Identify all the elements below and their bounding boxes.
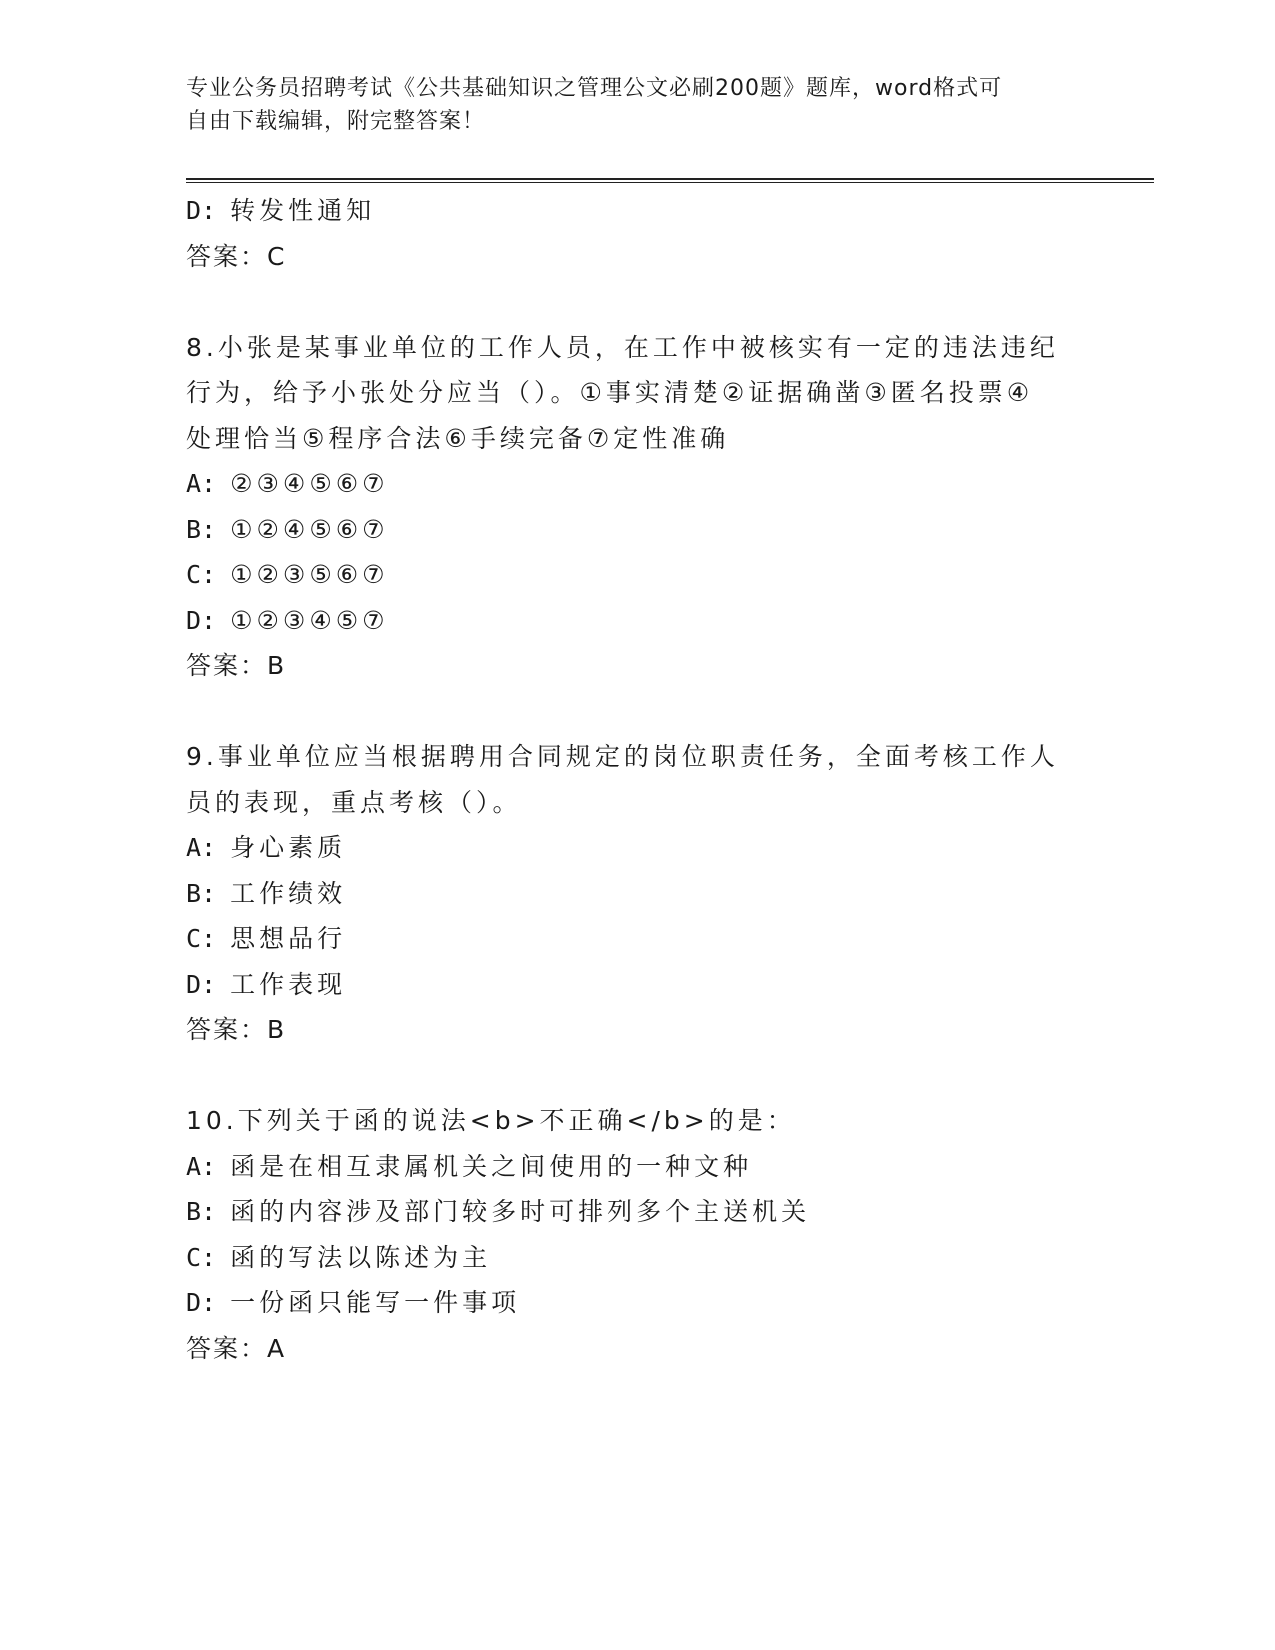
option-text: 身心素质 — [230, 833, 347, 862]
document-header — [186, 72, 1086, 138]
option-text: 函的内容涉及部门较多时可排列多个主送机关 — [230, 1197, 811, 1226]
option-label: D: — [186, 969, 217, 999]
option-d — [186, 1280, 1066, 1326]
question-10 — [186, 1098, 1066, 1371]
option-b — [186, 507, 1066, 553]
option-text: ①②③⑤⑥⑦ — [230, 560, 389, 589]
spacer — [186, 279, 1066, 325]
option-label: C: — [186, 560, 217, 589]
previous-question-tail — [186, 188, 1066, 279]
option-text: 工作绩效 — [230, 878, 347, 908]
question-text-line: 8.小张是某事业单位的工作人员，在工作中被核实有一定的违法违纪 — [186, 332, 1059, 362]
option-d — [186, 598, 1066, 644]
answer-line: 答案：A — [186, 1333, 287, 1363]
option-c — [186, 552, 1066, 598]
option-label: C: — [186, 924, 217, 953]
document-body — [186, 188, 1066, 1371]
question-8 — [186, 325, 1066, 689]
option-text: 一份函只能写一件事项 — [230, 1288, 521, 1317]
answer-line: 答案：C — [186, 241, 287, 271]
option-text: ①②④⑤⑥⑦ — [230, 514, 389, 544]
option-label: B: — [186, 878, 217, 908]
header-line-2: 自由下载编辑，附完整答案！ — [186, 109, 486, 134]
option-c — [186, 916, 1066, 962]
option-a — [186, 461, 1066, 507]
option-a — [186, 1144, 1066, 1190]
option-label: A: — [186, 1151, 217, 1181]
question-text-line: 处理恰当⑤程序合法⑥手续完备⑦定性准确 — [186, 423, 730, 453]
question-text-line: 员的表现，重点考核（）。 — [186, 787, 522, 817]
option-text: 工作表现 — [230, 969, 347, 999]
option-label: B: — [186, 1197, 217, 1226]
spacer — [186, 689, 1066, 735]
header-divider — [186, 178, 1154, 183]
answer-line: 答案：B — [186, 651, 287, 680]
option-text: 转发性通知 — [230, 196, 376, 225]
option-label: D: — [186, 605, 217, 635]
option-text: 思想品行 — [230, 924, 347, 953]
question-text-line: 9.事业单位应当根据聘用合同规定的岗位职责任务，全面考核工作人 — [186, 742, 1059, 771]
option-label: C: — [186, 1242, 217, 1272]
option-label: B: — [186, 514, 217, 544]
option-d — [186, 188, 1066, 234]
option-text: ②③④⑤⑥⑦ — [230, 469, 389, 498]
option-text: ①②③④⑤⑦ — [230, 605, 389, 635]
option-d — [186, 962, 1066, 1008]
option-label: D: — [186, 196, 217, 225]
question-text-line: 行为，给予小张处分应当（）。①事实清楚②证据确凿③匿名投票④ — [186, 378, 1034, 407]
question-text-line: 10.下列关于函的说法<b>不正确</b>的是： — [186, 1106, 796, 1135]
option-text: 函的写法以陈述为主 — [230, 1242, 492, 1272]
option-text: 函是在相互隶属机关之间使用的一种文种 — [230, 1151, 753, 1181]
option-b — [186, 871, 1066, 917]
option-a — [186, 825, 1066, 871]
header-line-1: 专业公务员招聘考试《公共基础知识之管理公文必刷200题》题库，word格式可 — [186, 76, 1003, 101]
spacer — [186, 1053, 1066, 1099]
option-b — [186, 1189, 1066, 1235]
option-label: D: — [186, 1288, 217, 1317]
option-c — [186, 1235, 1066, 1281]
answer-line: 答案：B — [186, 1015, 287, 1044]
option-label: A: — [186, 833, 217, 862]
question-9 — [186, 734, 1066, 1053]
option-label: A: — [186, 469, 217, 498]
